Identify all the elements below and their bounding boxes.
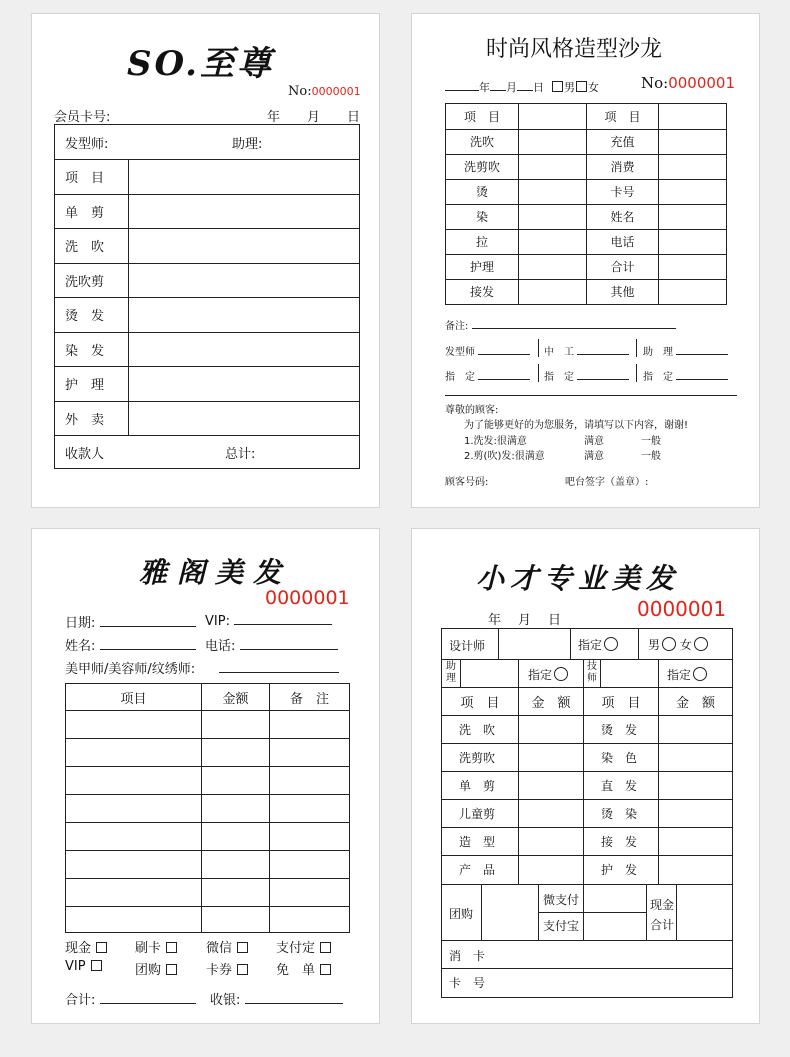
header-item: 项 目 bbox=[601, 695, 641, 711]
q1-satisfied: 满意 bbox=[584, 436, 604, 447]
total-label: 总计: bbox=[225, 447, 256, 462]
date-month: 月 bbox=[307, 110, 321, 125]
total-field: 合计: bbox=[65, 989, 196, 1008]
pay-option[interactable]: 免 单 bbox=[276, 959, 332, 978]
stylist-field: 发型师 bbox=[445, 342, 530, 358]
serial-value: 0000001 bbox=[637, 597, 727, 621]
assign-field: 指 定 bbox=[445, 367, 530, 383]
left-item: 洗 吹 bbox=[458, 722, 495, 737]
survey-q2: 2.剪(吹)发:很满意 bbox=[464, 451, 545, 462]
receipt-card-xiaocai bbox=[411, 528, 760, 1024]
card-number-label: 卡 号 bbox=[449, 976, 486, 990]
survey-intro: 为了能够更好的为您服务，请填写以下内容，谢谢! bbox=[464, 420, 689, 431]
right-item: 电话 bbox=[610, 235, 635, 249]
serial-value: 0000001 bbox=[311, 85, 361, 98]
middle-field: 中 工 bbox=[544, 342, 629, 358]
date-day: 日 bbox=[548, 613, 562, 628]
date-field: 日期: bbox=[65, 612, 196, 631]
right-item: 卡号 bbox=[610, 185, 635, 199]
cash-total-label: 现金 合计 bbox=[650, 898, 675, 932]
left-item: 护理 bbox=[469, 260, 494, 274]
group-buy-label: 团购 bbox=[449, 907, 474, 921]
cashier-label: 收款人 bbox=[65, 447, 105, 462]
card-title: 时尚风格造型沙龙 bbox=[486, 37, 663, 62]
left-item: 儿童剪 bbox=[458, 806, 495, 821]
right-item: 染 色 bbox=[600, 750, 637, 765]
female-checkbox[interactable] bbox=[576, 81, 587, 92]
left-item: 洗剪吹 bbox=[463, 160, 500, 174]
assistant-assign[interactable]: 指定 bbox=[528, 666, 568, 683]
stylist-label: 发型师: bbox=[65, 137, 109, 152]
right-item: 充值 bbox=[610, 135, 635, 149]
header-amount: 金 额 bbox=[675, 695, 715, 711]
header-item: 项 目 bbox=[460, 695, 500, 711]
pay-option[interactable]: 支付定 bbox=[276, 937, 332, 956]
right-item: 接 发 bbox=[600, 834, 637, 849]
date-gender-line bbox=[445, 78, 599, 95]
name-field: 姓名: bbox=[65, 635, 196, 654]
member-card-label: 会员卡号: bbox=[54, 110, 111, 125]
card-title: 雅阁美发 bbox=[139, 556, 292, 589]
assistant-label: 助理: bbox=[232, 137, 263, 152]
male-label: 男 bbox=[564, 81, 575, 94]
header-amount: 金 额 bbox=[531, 695, 571, 711]
serial-label: No: bbox=[641, 74, 669, 92]
serial-label: No: bbox=[288, 84, 312, 99]
vip-field: VIP: bbox=[205, 612, 332, 629]
receipt-card-so-zhizun bbox=[31, 13, 380, 508]
left-item: 单 剪 bbox=[458, 778, 495, 793]
left-item: 染 bbox=[475, 210, 488, 224]
male-checkbox[interactable] bbox=[552, 81, 563, 92]
row-label: 护 理 bbox=[65, 378, 105, 393]
right-item: 消费 bbox=[610, 160, 635, 174]
assist-field: 助 理 bbox=[643, 342, 728, 358]
pay-option[interactable]: 团购 bbox=[135, 959, 178, 978]
q1-normal: 一般 bbox=[641, 436, 661, 447]
right-item: 其他 bbox=[610, 285, 635, 299]
serial-value: 0000001 bbox=[668, 74, 736, 92]
gender-select[interactable]: 男 女 bbox=[648, 636, 708, 653]
wechat-pay-label: 微支付 bbox=[543, 893, 580, 907]
date-year: 年 bbox=[479, 81, 490, 94]
note-line bbox=[445, 316, 676, 332]
row-label: 洗吹剪 bbox=[65, 274, 105, 290]
right-item: 护 发 bbox=[600, 863, 637, 877]
consume-card-label: 消 卡 bbox=[449, 949, 486, 963]
card-title: SO.至尊 bbox=[127, 44, 275, 84]
counter-sign-label: 吧台签字（盖章）: bbox=[565, 477, 649, 488]
date-month: 月 bbox=[518, 613, 532, 628]
receipt-card-fashion-salon bbox=[411, 13, 760, 508]
left-item: 洗剪吹 bbox=[458, 750, 495, 765]
female-label: 女 bbox=[588, 81, 599, 94]
left-item: 拉 bbox=[475, 235, 488, 249]
row-label: 项 目 bbox=[65, 171, 105, 186]
designer-label: 设计师 bbox=[449, 639, 486, 653]
pay-option[interactable]: 卡券 bbox=[206, 959, 249, 978]
left-item: 烫 bbox=[475, 185, 488, 199]
phone-field: 电话: bbox=[205, 635, 338, 654]
alipay-label: 支付宝 bbox=[543, 919, 580, 933]
right-item: 项 目 bbox=[604, 110, 641, 124]
pay-option[interactable]: VIP bbox=[65, 959, 103, 974]
left-item: 项 目 bbox=[463, 110, 500, 124]
date-year: 年 bbox=[488, 613, 502, 628]
left-item: 造 型 bbox=[458, 834, 495, 849]
row-label: 单 剪 bbox=[65, 205, 105, 221]
assign-field: 指 定 bbox=[643, 367, 728, 383]
serial-number bbox=[288, 84, 361, 99]
row-label: 洗 吹 bbox=[65, 240, 105, 255]
service-table bbox=[54, 124, 360, 469]
technician-label: 技 师 bbox=[587, 661, 597, 684]
q2-normal: 一般 bbox=[641, 451, 661, 462]
note-label: 备注: bbox=[445, 321, 469, 332]
assign-field: 指 定 bbox=[544, 367, 629, 383]
left-item: 接发 bbox=[469, 285, 494, 299]
pay-option[interactable]: 刷卡 bbox=[135, 937, 178, 956]
row-label: 烫 发 bbox=[65, 309, 105, 324]
date-month: 月 bbox=[506, 81, 517, 94]
q2-satisfied: 满意 bbox=[584, 451, 604, 462]
right-item: 合计 bbox=[610, 260, 635, 274]
row-label: 外 卖 bbox=[65, 412, 105, 428]
assistant-label: 助 理 bbox=[446, 661, 456, 684]
left-item: 洗吹 bbox=[469, 135, 494, 149]
survey-q1: 1.洗发:很满意 bbox=[464, 436, 527, 447]
technician-assign[interactable]: 指定 bbox=[667, 666, 707, 683]
card-title: 小才专业美发 bbox=[476, 562, 681, 595]
cashier-field: 收银: bbox=[210, 989, 343, 1008]
dear-customer: 尊敬的顾客: bbox=[445, 405, 499, 416]
pay-option[interactable]: 现金 bbox=[65, 937, 108, 956]
staff-field: 美甲师/美容师/纹绣师: bbox=[65, 658, 339, 677]
header-remark: 备 注 bbox=[289, 691, 329, 707]
serial-number bbox=[641, 74, 735, 92]
right-item: 烫 发 bbox=[600, 722, 637, 737]
serial-value: 0000001 bbox=[265, 587, 350, 609]
pay-option[interactable]: 微信 bbox=[206, 937, 249, 956]
customer-number-label: 顾客号码: bbox=[445, 477, 489, 488]
date-day: 日 bbox=[533, 81, 544, 94]
row-label: 染 发 bbox=[65, 343, 105, 359]
service-table bbox=[441, 628, 733, 998]
right-item: 烫 染 bbox=[600, 806, 637, 821]
left-item: 产 品 bbox=[458, 863, 495, 877]
header-item: 项目 bbox=[120, 691, 147, 707]
header-amount: 金额 bbox=[222, 691, 249, 707]
service-table bbox=[65, 683, 350, 933]
receipt-card-yage bbox=[31, 528, 380, 1024]
date-year: 年 bbox=[267, 110, 281, 125]
right-item: 直 发 bbox=[600, 778, 637, 793]
designer-assign[interactable]: 指定 bbox=[578, 636, 618, 653]
date-day: 日 bbox=[347, 110, 361, 125]
right-item: 姓名 bbox=[610, 210, 635, 224]
service-table bbox=[445, 103, 727, 305]
